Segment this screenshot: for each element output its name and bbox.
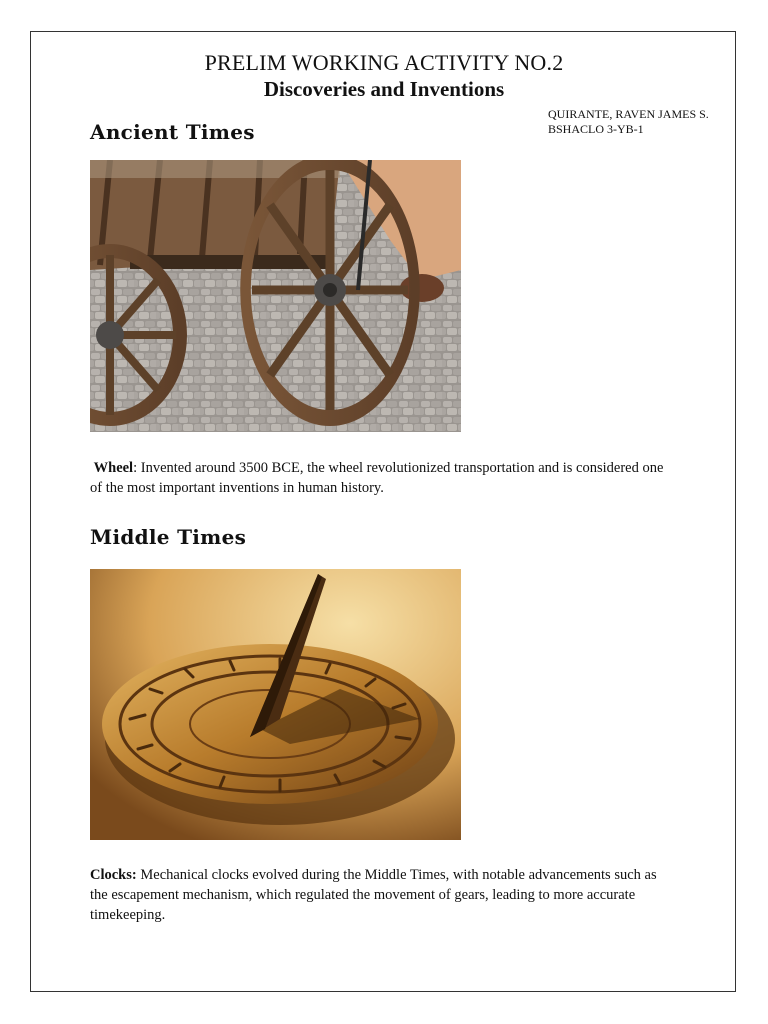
student-info bbox=[548, 107, 709, 137]
wheel-separator: : bbox=[133, 460, 138, 476]
student-section: BSHACLO 3-YB-1 bbox=[548, 122, 644, 136]
wheel-text: Invented around 3500 BCE, the wheel revolutionized transportation and is considered one of the most important inventions in human history. bbox=[90, 460, 664, 496]
clocks-description bbox=[90, 865, 670, 925]
document-subtitle: Discoveries and Inventions bbox=[263, 77, 505, 101]
wheel-term: Wheel bbox=[93, 460, 134, 476]
section-heading-ancient: Ancient Times bbox=[90, 120, 255, 144]
student-name: QUIRANTE, RAVEN JAMES S. bbox=[548, 107, 709, 121]
section-heading-middle: Middle Times bbox=[90, 525, 247, 549]
wooden-cart-wheel-image bbox=[90, 160, 461, 432]
document-title: PRELIM WORKING ACTIVITY NO.2 bbox=[204, 50, 564, 75]
clocks-term: Clocks: bbox=[90, 867, 137, 883]
sundial-image bbox=[90, 569, 461, 840]
wheel-description bbox=[90, 458, 670, 498]
clocks-text: Mechanical clocks evolved during the Middle Times, with notable advancements such as the escapement mechanism, which regulated the movement of gears, leading to more accurate timekeeping. bbox=[90, 867, 657, 923]
